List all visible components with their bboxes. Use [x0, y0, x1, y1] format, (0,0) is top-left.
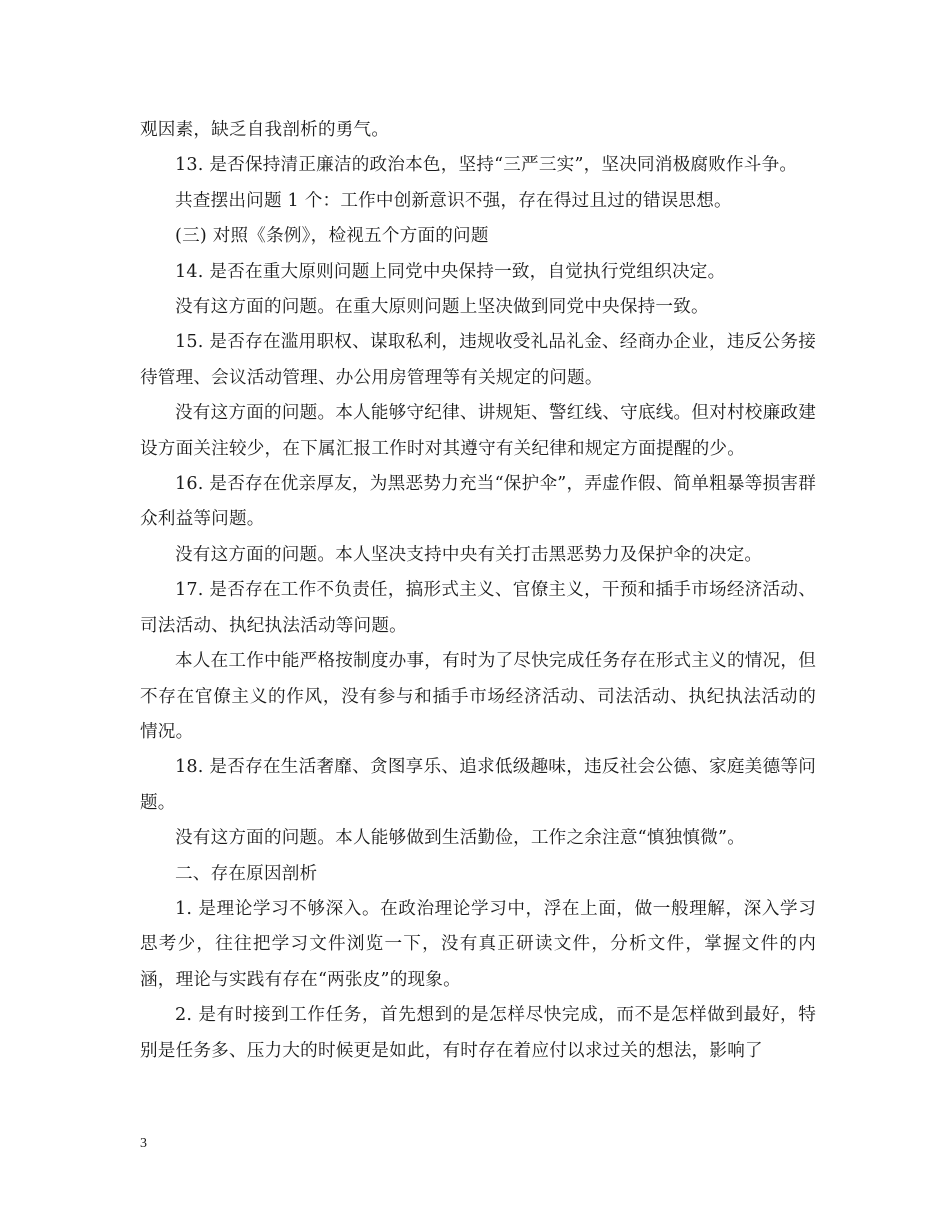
paragraph: 13. 是否保持清正廉洁的政治本色，坚持“三严三实”，坚决同消极腐败作斗争。: [175, 155, 798, 176]
paragraph: 没有这方面的问题。本人能够做到生活勤俭，工作之余注意“慎独慎微”。: [175, 828, 745, 849]
paragraph: 16. 是否存在优亲厚友，为黑恶势力充当“保护伞”，弄虚作假、简单粗暴等损害群众利益等问题。: [140, 474, 816, 530]
paragraph: 没有这方面的问题。本人坚决支持中央有关打击黑恶势力及保护伞的决定。: [175, 544, 763, 565]
document-body: [140, 113, 816, 1069]
paragraph: 没有这方面的问题。在重大原则问题上坚决做到同党中央保持一致。: [175, 297, 709, 318]
paragraph: 1. 是理论学习不够深入。在政治理论学习中，浮在上面，做一般理解，深入学习思考少，往往把学习文件浏览一下，没有真正研读文件，分析文件，掌握文件的内涵，理论与实践有存在“两张皮”的现象。: [140, 898, 816, 990]
paragraph: 14. 是否在重大原则问题上同党中央保持一致，自觉执行党组织决定。: [175, 261, 726, 282]
paragraph: 17. 是否存在工作不负责任，搞形式主义、官僚主义，干预和插手市场经济活动、司法活动、执纪执法活动等问题。: [140, 580, 816, 636]
paragraph: 观因素，缺乏自我剖析的勇气。: [140, 120, 390, 140]
paragraph: 本人在工作中能严格按制度办事，有时为了尽快完成任务存在形式主义的情况，但不存在官僚主义的作风，没有参与和插手市场经济活动、司法活动、执纪执法活动的情况。: [140, 651, 816, 742]
paragraph: 共查摆出问题 1 个：工作中创新意识不强，存在得过且过的错误思想。: [175, 190, 732, 211]
paragraph: 没有这方面的问题。本人能够守纪律、讲规矩、警红线、守底线。但对村校廉政建设方面关注较少，在下属汇报工作时对其遵守有关纪律和规定方面提醒的少。: [140, 403, 816, 459]
paragraph: 15. 是否存在滥用职权、谋取私利，违规收受礼品礼金、经商办企业，违反公务接待管理、会议活动管理、办公用房管理等有关规定的问题。: [140, 332, 816, 388]
section-heading: (三) 对照《条例》，检视五个方面的问题: [175, 226, 489, 247]
paragraph: 18. 是否存在生活奢靡、贪图享乐、追求低级趣味，违反社会公德、家庭美德等问题。: [140, 757, 816, 813]
paragraph: 2. 是有时接到工作任务，首先想到的是怎样尽快完成，而不是怎样做到最好，特别是任务多、压力大的时候更是如此，有时存在着应付以求过关的想法，影响了: [140, 1005, 816, 1061]
page-number: 3: [140, 1136, 147, 1151]
section-heading: 二、存在原因剖析: [175, 863, 318, 884]
